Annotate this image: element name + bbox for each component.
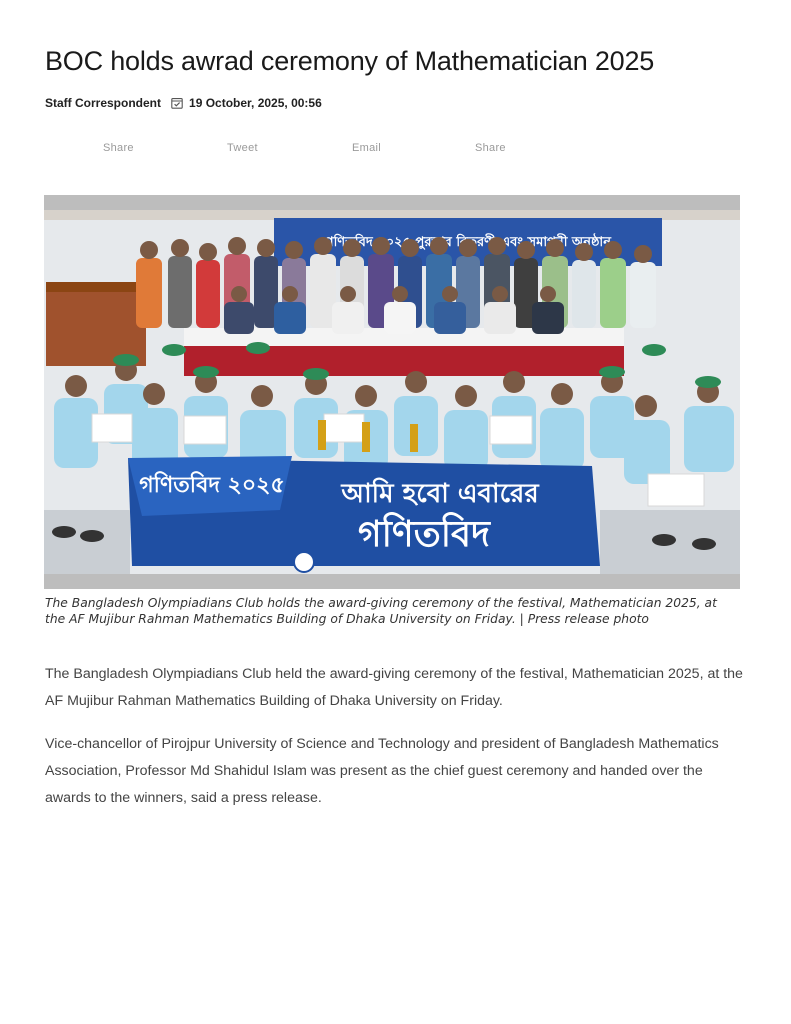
ceremony-photo xyxy=(44,210,740,574)
byline xyxy=(45,94,322,112)
article-headline: BOC holds awrad ceremony of Mathematician 2025 xyxy=(45,46,655,76)
share-toolbar xyxy=(45,142,545,158)
publish-date: 19 October, 2025, 00:56 xyxy=(189,96,322,110)
banner-logo-text: গণিতবিদ ২০২৫ xyxy=(139,473,285,498)
article-photo xyxy=(44,210,740,574)
back-banner-text: ২০২৫ বিতরণী এবং সমাপনী অনুষ্ঠান xyxy=(377,235,611,250)
photo-frame xyxy=(44,195,740,589)
email-share-button[interactable]: Email xyxy=(352,142,382,154)
facebook-share-button[interactable]: Share xyxy=(103,142,134,154)
banner-slogan-line1: আমি হবো এবারের xyxy=(341,479,539,509)
tweet-button[interactable]: Tweet xyxy=(227,142,258,154)
author-name[interactable]: Staff Correspondent xyxy=(45,96,162,110)
article-paragraph: Vice-chancellor of Pirojpur University of Science and Technology and president of Bangladesh Mathematics Association, Professor Md Shahidul Islam was present as the chief guest ceremony and handed over the awards to the winners, said a press release. xyxy=(45,736,719,806)
calendar-check-icon xyxy=(171,97,183,109)
more-share-button[interactable]: Share xyxy=(475,142,506,154)
photo-caption: The Bangladesh Olympiadians Club holds the award-giving ceremony of the festival, Mathematician 2025, at the AF Mujibur Rahman Mathematics Building of Dhaka University on Friday. | Press release photo xyxy=(45,596,717,626)
banner-slogan-line2: গণিতবিদ xyxy=(358,514,490,555)
article-paragraph: The Bangladesh Olympiadians Club held the award-giving ceremony of the festival, Mathematician 2025, at the AF Mujibur Rahman Mathematics Building of Dhaka University on Friday. xyxy=(45,666,743,709)
